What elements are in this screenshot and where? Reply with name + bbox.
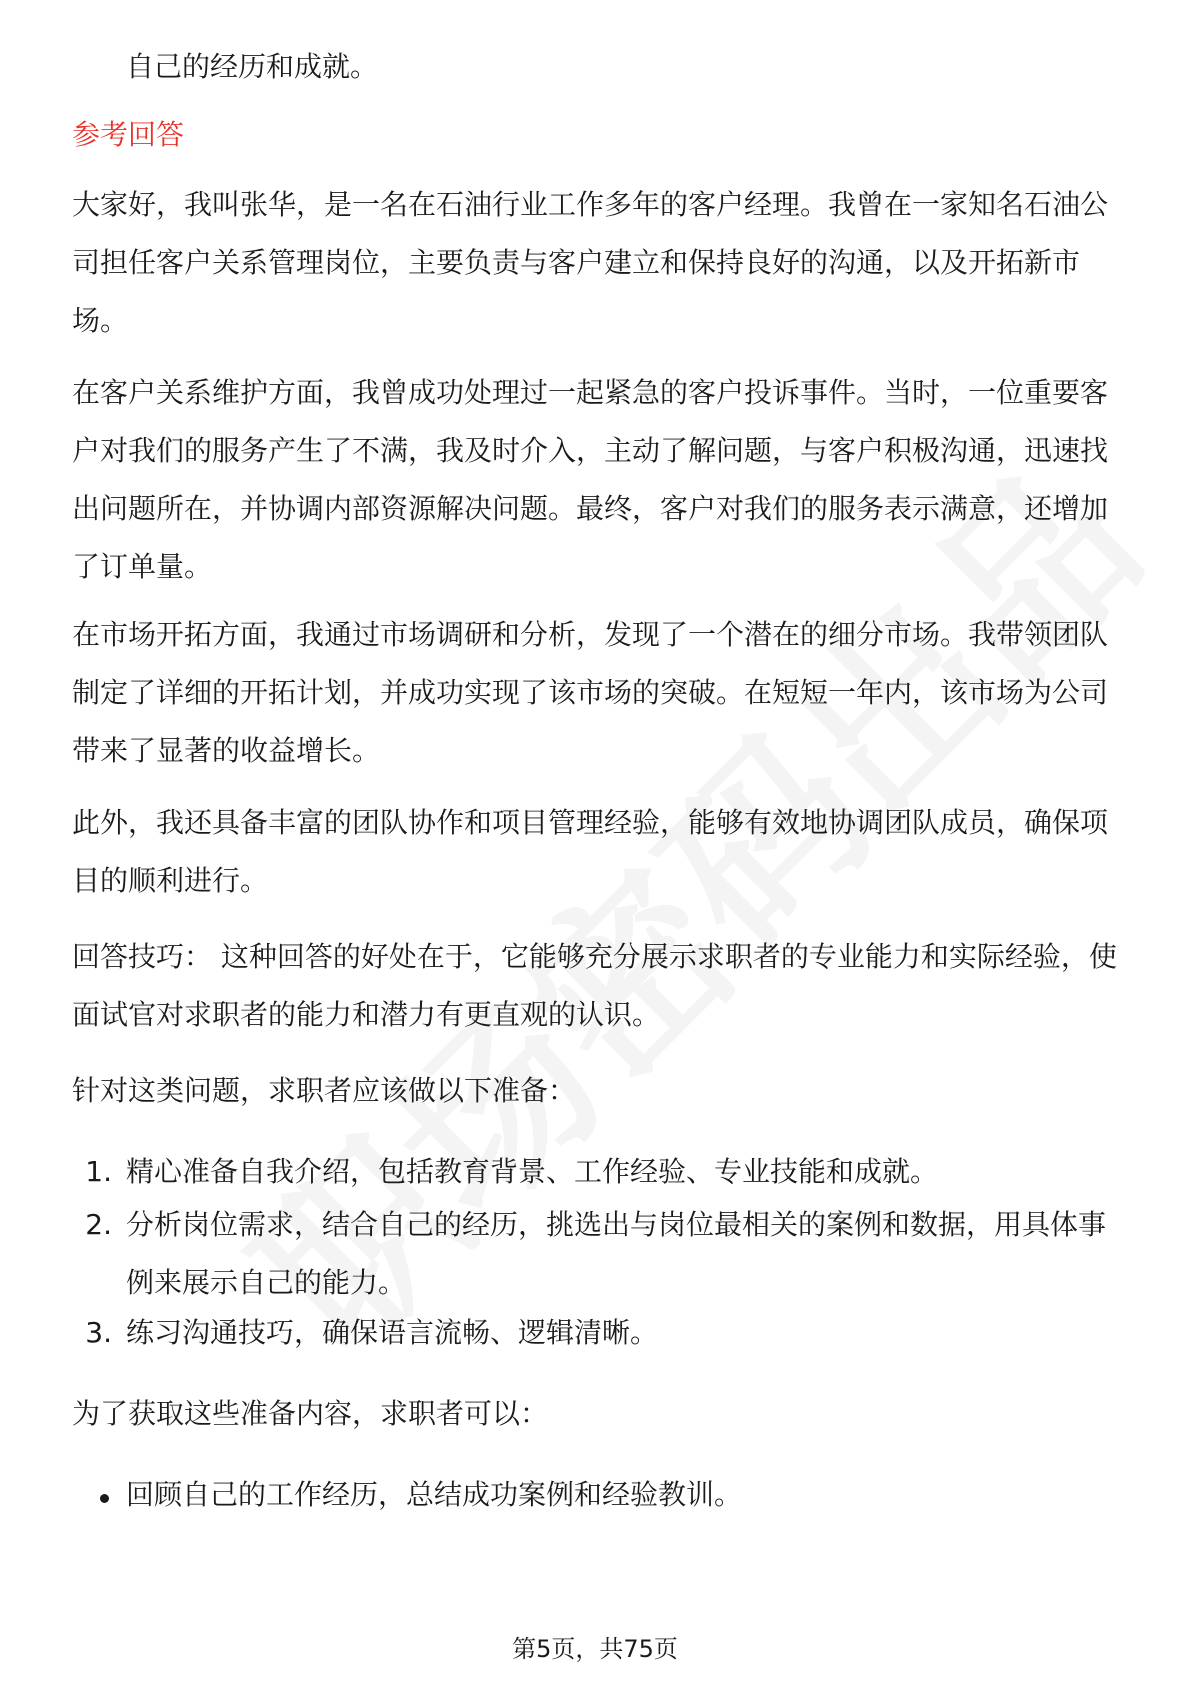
paragraph-market-expansion: 在市场开拓方面，我通过市场调研和分析，发现了一个潜在的细分市场。我带领团队制定了详细的开拓计划，并成功实现了该市场的突破。在短短一年内，该市场为公司带来了显著的收益增长。	[72, 618, 1109, 767]
continuation-text: 自己的经历和成就。	[126, 50, 379, 83]
paragraph-answer-tips: 回答技巧： 这种回答的好处在于，它能够充分展示求职者的专业能力和实际经验，使面试官对求职者的能力和潜力有更直观的认识。	[72, 940, 1117, 1031]
section-heading: 参考回答	[72, 118, 185, 151]
paragraph-teamwork: 此外，我还具备丰富的团队协作和项目管理经验，能够有效地协调团队成员，确保项目的顺利进行。	[72, 806, 1109, 897]
paragraph-lead-in: 为了获取这些准备内容，求职者可以：	[72, 1397, 549, 1430]
paragraph-client-relations: 在客户关系维护方面，我曾成功处理过一起紧急的客户投诉事件。当时，一位重要客户对我们的服务产生了不满，我及时介入，主动了解问题，与客户积极沟通，迅速找出问题所在，并协调内部资源解决问题。最终，客户对我们的服务表示满意，还增加了订单量。	[72, 376, 1109, 583]
list-item-text: 精心准备自我介绍，包括教育背景、工作经验、专业技能和成就。	[126, 1155, 939, 1188]
list-number: 2.	[85, 1208, 112, 1241]
paragraph-preparation-intro: 针对这类问题，求职者应该做以下准备：	[72, 1074, 577, 1107]
bullet-dot-icon	[100, 1494, 109, 1503]
paragraph-intro: 大家好，我叫张华，是一名在石油行业工作多年的客户经理。我曾在一家知名石油公司担任客户关系管理岗位，主要负责与客户建立和保持良好的沟通，以及开拓新市场。	[72, 188, 1109, 337]
list-number: 1.	[85, 1155, 112, 1188]
list-item-text: 练习沟通技巧，确保语言流畅、逻辑清晰。	[126, 1316, 659, 1349]
list-number: 3.	[85, 1316, 112, 1349]
bullet-list-item: 回顾自己的工作经历，总结成功案例和经验教训。	[126, 1478, 743, 1511]
list-item-text: 分析岗位需求，结合自己的经历，挑选出与岗位最相关的案例和数据，用具体事例来展示自己的能力。	[126, 1208, 1107, 1299]
page-footer: 第5页，共75页	[512, 1635, 678, 1663]
